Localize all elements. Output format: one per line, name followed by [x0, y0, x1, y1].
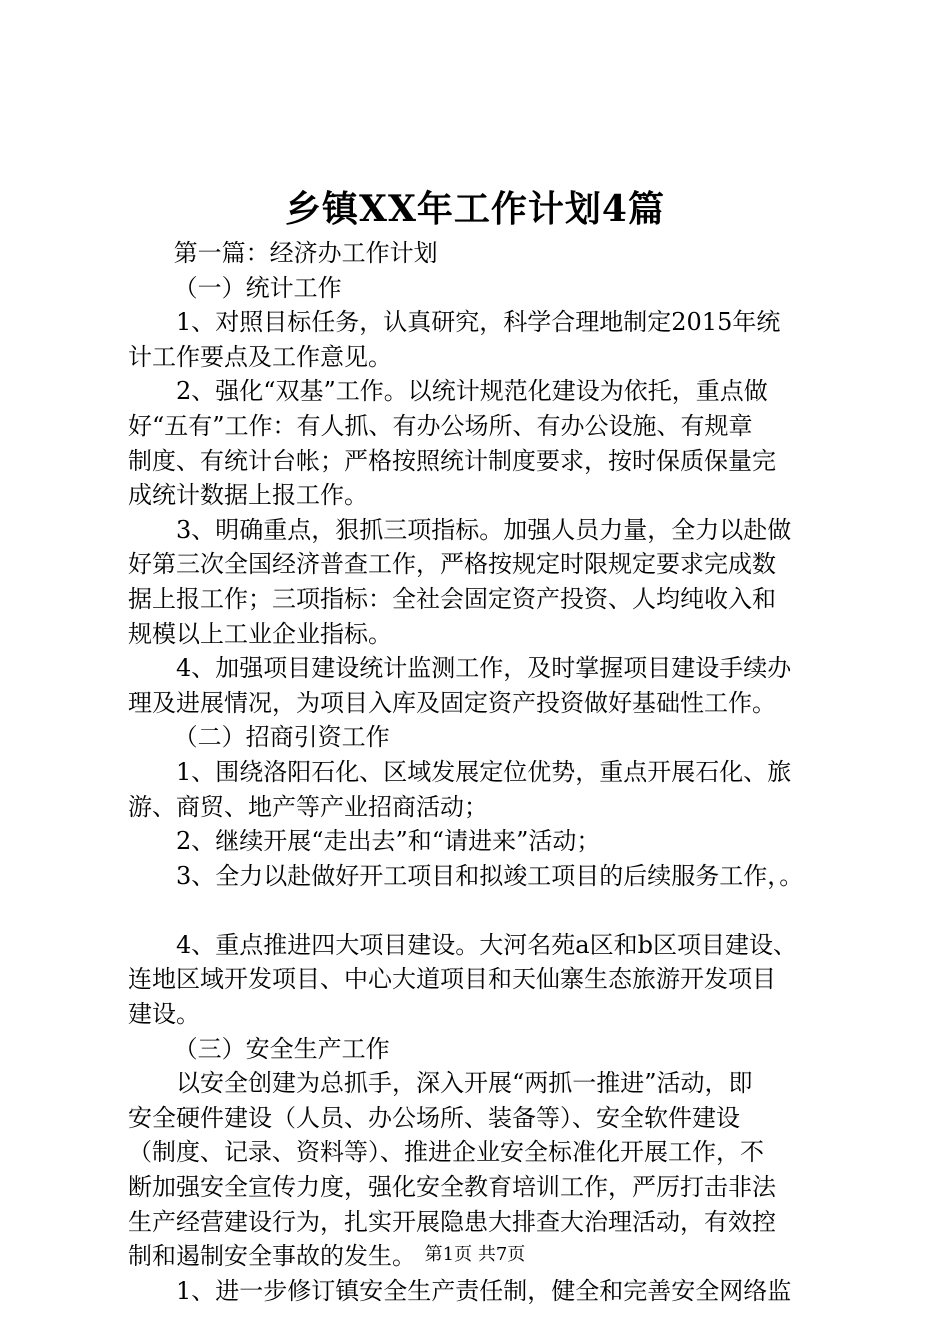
- paragraph-line: 计工作要点及工作意见。: [128, 342, 392, 371]
- page-footer: 第1页 共7页: [424, 1244, 526, 1265]
- paragraph-line: 据上报工作；三项指标：全社会固定资产投资、人均纯收入和: [128, 584, 776, 613]
- paragraph-line: 1、进一步修订镇安全生产责任制，健全和完善安全网络监: [176, 1276, 792, 1305]
- blank-line: [128, 893, 838, 928]
- paragraph-line: （二）招商引资工作: [173, 723, 390, 752]
- paragraph-line: 好“五有”工作：有人抓、有办公场所、有办公设施、有规章: [128, 411, 753, 440]
- paragraph-line: 2、强化“双基”工作。以统计规范化建设为依托，重点做: [176, 377, 768, 406]
- paragraph-line: 断加强安全宣传力度，强化安全教育培训工作，严厉打击非法: [128, 1173, 776, 1202]
- paragraph-line: （三）安全生产工作: [173, 1034, 390, 1063]
- paragraph-line: 规模以上工业企业指标。: [128, 619, 392, 648]
- paragraph-line: 3、全力以赴做好开工项目和拟竣工项目的后续服务工作，。: [176, 861, 804, 890]
- paragraph-line: （制度、记录、资料等）、推进企业安全标准化开展工作，不: [128, 1138, 764, 1167]
- paragraph-line: 4、重点推进四大项目建设。大河名苑a区和b区项目建设、: [176, 930, 797, 959]
- paragraph-line: 安全硬件建设（人员、办公场所、装备等）、安全软件建设: [128, 1103, 740, 1132]
- document-title: 乡镇XX年工作计划4篇: [285, 188, 665, 230]
- paragraph-line: 成统计数据上报工作。: [128, 481, 368, 510]
- paragraph-line: 制度、有统计台帐；严格按照统计制度要求，按时保质保量完: [128, 446, 776, 475]
- paragraph-line: 生产经营建设行为，扎实开展隐患大排查大治理活动，有效控: [128, 1207, 776, 1236]
- paragraph-line: 第一篇：经济办工作计划: [173, 239, 438, 267]
- paragraph-line: 4、加强项目建设统计监测工作，及时掌握项目建设手续办: [176, 654, 792, 683]
- paragraph-line: 1、围绕洛阳石化、区域发展定位优势，重点开展石化、旅: [176, 757, 792, 786]
- paragraph-line: 以安全创建为总抓手，深入开展“两抓一推进”活动，即: [176, 1069, 753, 1098]
- paragraph-line: 1、对照目标任务，认真研究，科学合理地制定2015年统: [176, 308, 781, 337]
- paragraph-line: 游、商贸、地产等产业招商活动；: [128, 792, 488, 821]
- document-body: [128, 236, 838, 1308]
- paragraph-line: 3、明确重点，狠抓三项指标。加强人员力量，全力以赴做: [176, 515, 792, 544]
- paragraph-line: 建设。: [128, 1000, 200, 1029]
- paragraph-line: 连地区域开发项目、中心大道项目和天仙寨生态旅游开发项目: [128, 965, 776, 994]
- paragraph-line: （一）统计工作: [173, 273, 342, 302]
- paragraph-line: 制和遏制安全事故的发生。: [128, 1242, 416, 1271]
- paragraph-line: 2、继续开展“走出去”和“请进来”活动；: [176, 827, 601, 856]
- paragraph-line: 理及进展情况，为项目入库及固定资产投资做好基础性工作。: [128, 688, 776, 717]
- paragraph-line: 好第三次全国经济普查工作，严格按规定时限规定要求完成数: [128, 550, 776, 579]
